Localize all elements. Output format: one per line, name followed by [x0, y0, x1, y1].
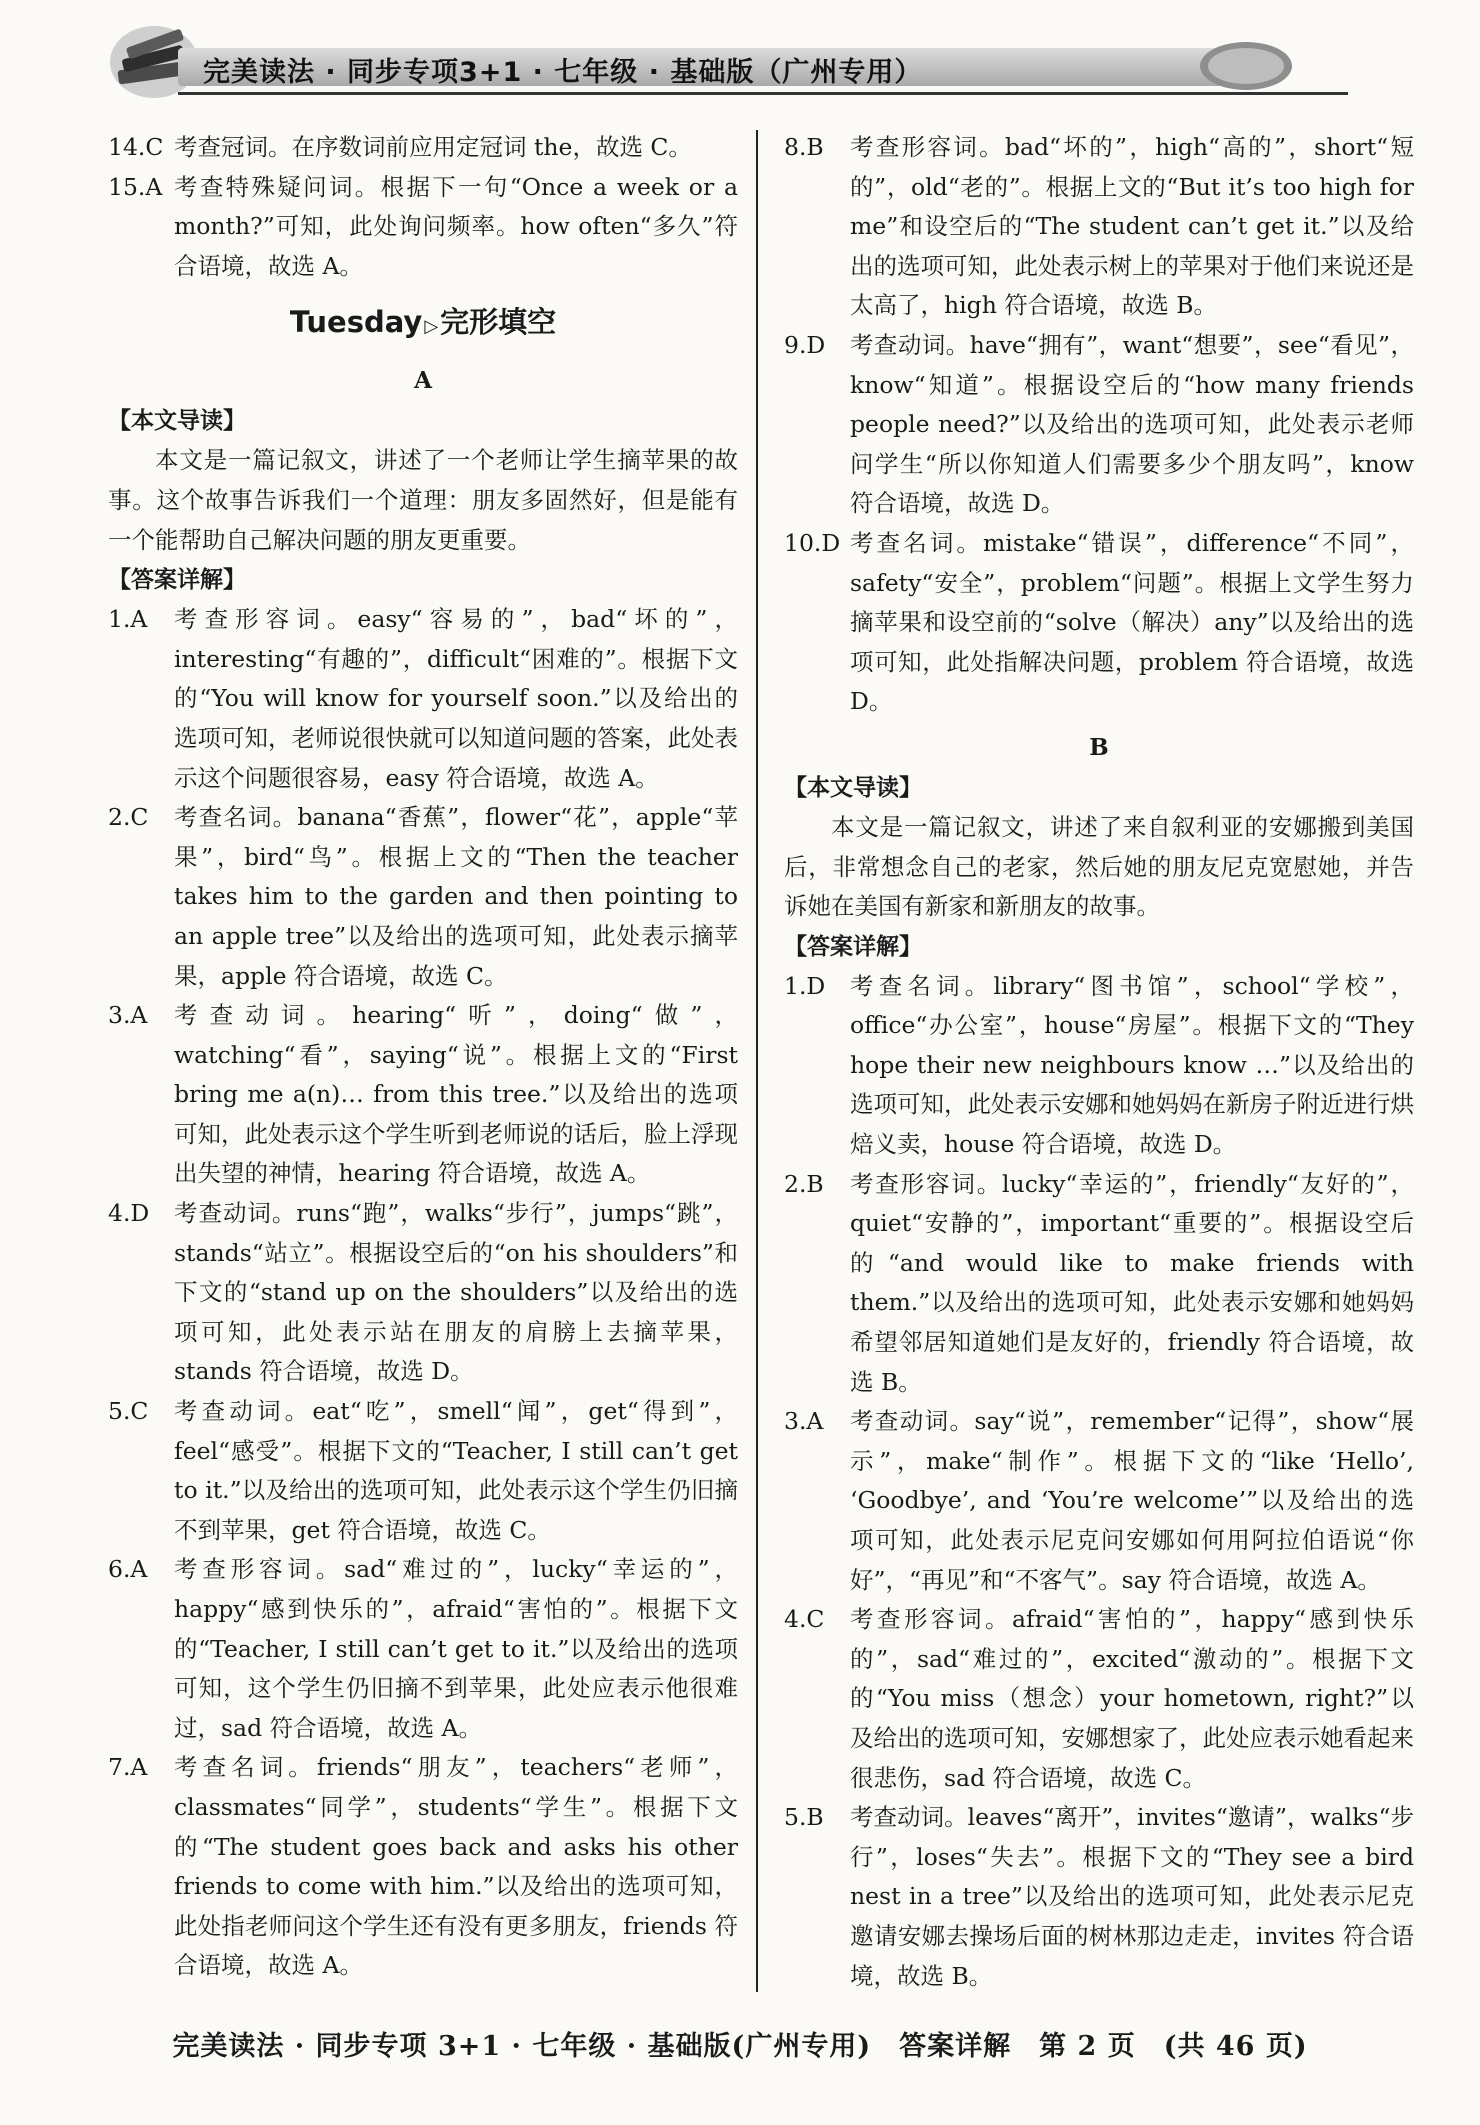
passage-a-letter: A	[414, 367, 432, 395]
answer-number: 4.D	[108, 1199, 150, 1228]
answer-item	[108, 1748, 738, 1986]
answer-number: 15.A	[108, 172, 163, 201]
answer-text: 考查形容词。sad“难过的”，lucky“幸运的”，happy“感到快乐的”，afraid“害怕的”。根据下文的“Teacher, I still can’t get to it.”以及给出的选项可知，这个学生仍旧摘不到苹果，此处应表示他很难过，sad 符合语境，故选 A。	[174, 1555, 738, 1742]
section-heading	[108, 300, 738, 349]
answer-text: 考查动词。eat“吃”，smell“闻”，get“得到”，feel“感受”。根据下文的“Teacher, I still can’t get to it.”以及给出的选项可知，此处表示这个学生仍旧摘不到苹果，get 符合语境，故选 C。	[174, 1397, 738, 1544]
answer-item	[108, 1194, 738, 1392]
answer-text: 考查动词。have“拥有”，want“想要”，see“看见”，know“知道”。根据设空后的“how many friends people need?”以及给出的选项可知，此处表示老师问学生“所以你知道人们需要多少个朋友吗”，know 符合语境，故选 D。	[850, 330, 1414, 518]
column-divider	[756, 130, 758, 1992]
answer-text: 考查名词。banana“香蕉”，flower“花”，apple“苹果”，bird“鸟”。根据上文的“Then the teacher takes him to the garden and then pointing to an apple tree”以及给出的选项可知，此处表示摘苹果，apple 符合语境，故选 C。	[174, 803, 738, 990]
answer-text: 考查动词。say“说”，remember“记得”，show“展示”，make“制作”。根据下文的“like ‘Hello’, ‘Goodbye’, and ‘You’re welcome’”以及给出的选项可知，此处表示尼克问安娜如何用阿拉伯语说“你好”，“再见”和“不客气”。say 符合语境，故选 A。	[850, 1407, 1414, 1594]
answer-label-b: 【答案详解】	[784, 933, 922, 960]
answer-text: 考查形容词。easy“容易的”，bad“坏的”，interesting“有趣的”，difficult“困难的”。根据下文的“You will know for yourself soon.”以及给出的选项可知，老师说很快就可以知道问题的答案，此处表示这个问题很容易，easy 符合语境，故选 A。	[174, 605, 738, 792]
answer-item	[108, 1392, 738, 1550]
answer-text: 考查动词。leaves“离开”，invites“邀请”，walks“步行”，loses“失去”。根据下文的“They see a bird nest in a tree”以及给出的选项可知，此处表示尼克邀请安娜去操场后面的树林那边走走，invites 符合语境，故选 B。	[850, 1803, 1414, 1990]
answer-number: 1.D	[784, 971, 826, 1000]
answer-item	[784, 326, 1414, 524]
answer-text: 考查形容词。bad“坏的”，high“高的”，short“短的”，old“老的”。根据上文的“But it’s too high for me”和设空后的“The student can’t get it.”以及给出的选项可知，此处表示树上的苹果对于他们来说还是太高了，high 符合语境，故选 B。	[850, 133, 1414, 320]
publisher-badge-icon	[1196, 38, 1296, 92]
answer-number: 3.A	[108, 1001, 148, 1030]
answer-number: 5.B	[784, 1803, 824, 1832]
guide-text-b: 本文是一篇记叙文，讲述了来自叙利亚的安娜搬到美国后，非常想念自己的老家，然后她的朋友尼克宽慰她，并告诉她在美国有新家和新朋友的故事。	[784, 812, 1414, 921]
section-day: Tuesday	[289, 305, 423, 340]
answer-text: 考查名词。library“图书馆”，school“学校”，office“办公室”，house“房屋”。根据下文的“They hope their new neighbours know …”以及给出的选项可知，此处表示安娜和她妈妈在新房子附近进行烘焙义卖，house 符合语境，故选 D。	[850, 971, 1414, 1159]
page-footer: 完美读法 · 同步专项 3+1 · 七年级 · 基础版(广州专用) 答案详解 第 2 页 (共 46 页)	[172, 2031, 1308, 2062]
answer-item	[784, 524, 1414, 722]
answer-item	[108, 996, 738, 1194]
guide-label-b: 【本文导读】	[784, 774, 922, 801]
answer-item	[784, 1798, 1414, 1996]
answer-number: 2.C	[108, 803, 149, 832]
answer-text: 考查名词。friends“朋友”，teachers“老师”，classmates“同学”，students“学生”。根据下文的“The student goes back and asks his other friends to come with him.”以及给出的选项可知，此处指老师问这个学生还有没有更多朋友，friends 符合语境，故选 A。	[174, 1753, 738, 1980]
answer-text: 考查特殊疑问词。根据下一句“Once a week or a month?”可知，此处询问频率。how often“多久”符合语境，故选 A。	[174, 172, 738, 280]
header-rule	[178, 92, 1348, 95]
triangle-right-icon: ▷	[424, 316, 439, 338]
page-header	[108, 18, 1348, 104]
answer-number: 1.A	[108, 605, 148, 634]
answer-item	[784, 967, 1414, 1165]
answer-item-15	[108, 168, 738, 287]
answer-number: 4.C	[784, 1605, 825, 1634]
answer-text: 考查冠词。在序数词前应用定冠词 the，故选 C。	[174, 133, 692, 161]
answer-number: 3.A	[784, 1407, 824, 1436]
guide-text-a: 本文是一篇记叙文，讲述了一个老师让学生摘苹果的故事。这个故事告诉我们一个道理：朋友多固然好，但是能有一个能帮助自己解决问题的朋友更重要。	[108, 446, 738, 554]
answer-item	[784, 1165, 1414, 1403]
answer-number: 10.D	[784, 528, 841, 557]
answer-number: 6.A	[108, 1555, 148, 1584]
left-column	[108, 128, 738, 1986]
answer-text: 考查动词。runs“跑”，walks“步行”，jumps“跳”，stands“站立”。根据设空后的“on his shoulders”和下文的“stand up on the shoulders”以及给出的选项可知，此处表示站在朋友的肩膀上去摘苹果，stands 符合语境，故选 D。	[174, 1199, 738, 1386]
answer-item	[108, 798, 738, 996]
answer-number: 8.B	[784, 133, 824, 161]
answer-item	[108, 1550, 738, 1748]
answer-number: 5.C	[108, 1397, 149, 1426]
passage-b-letter: B	[1089, 733, 1109, 761]
answer-text: 考查形容词。afraid“害怕的”，happy“感到快乐的”，sad“难过的”，excited“激动的”。根据下文的“You miss（想念）your hometown, right?”以及给出的选项可知，安娜想家了，此处应表示她看起来很悲伤，sad 符合语境，故选 C。	[850, 1605, 1414, 1792]
answer-text: 考查名词。mistake“错误”，difference“不同”，safety“安全”，problem“问题”。根据上文学生努力摘苹果和设空前的“solve（解决）any”以及给出的选项可知，此处指解决问题，problem 符合语境，故选 D。	[850, 528, 1414, 716]
answer-label-a: 【答案详解】	[108, 567, 246, 594]
answer-number: 2.B	[784, 1169, 824, 1198]
section-subtitle: 完形填空	[440, 305, 557, 340]
answer-number: 14.C	[108, 133, 164, 161]
answer-number: 9.D	[784, 330, 826, 359]
right-column	[784, 128, 1414, 1996]
answer-number: 7.A	[108, 1753, 148, 1782]
answer-item-14	[108, 128, 738, 168]
answer-item	[784, 1402, 1414, 1600]
answer-item	[784, 1600, 1414, 1798]
answer-text: 考查动词。hearing“听”，doing“做”，watching“看”，saying“说”。根据上文的“First bring me a(n)… from this tree.”以及给出的选项可知，此处表示这个学生听到老师说的话后，脸上浮现出失望的神情，hearing 符合语境，故选 A。	[174, 1001, 738, 1188]
answer-text: 考查形容词。lucky“幸运的”，friendly“友好的”，quiet“安静的”，important“重要的”。根据设空后的“and would like to make friends with them.”以及给出的选项可知，此处表示安娜和她妈妈希望邻居知道她们是友好的，friendly 符合语境，故选 B。	[850, 1169, 1414, 1396]
header-title: 完美读法 · 同步专项3+1 · 七年级 · 基础版（广州专用）	[203, 57, 923, 88]
answer-item	[108, 600, 738, 798]
answer-item	[784, 128, 1414, 326]
guide-label-a: 【本文导读】	[108, 408, 246, 435]
